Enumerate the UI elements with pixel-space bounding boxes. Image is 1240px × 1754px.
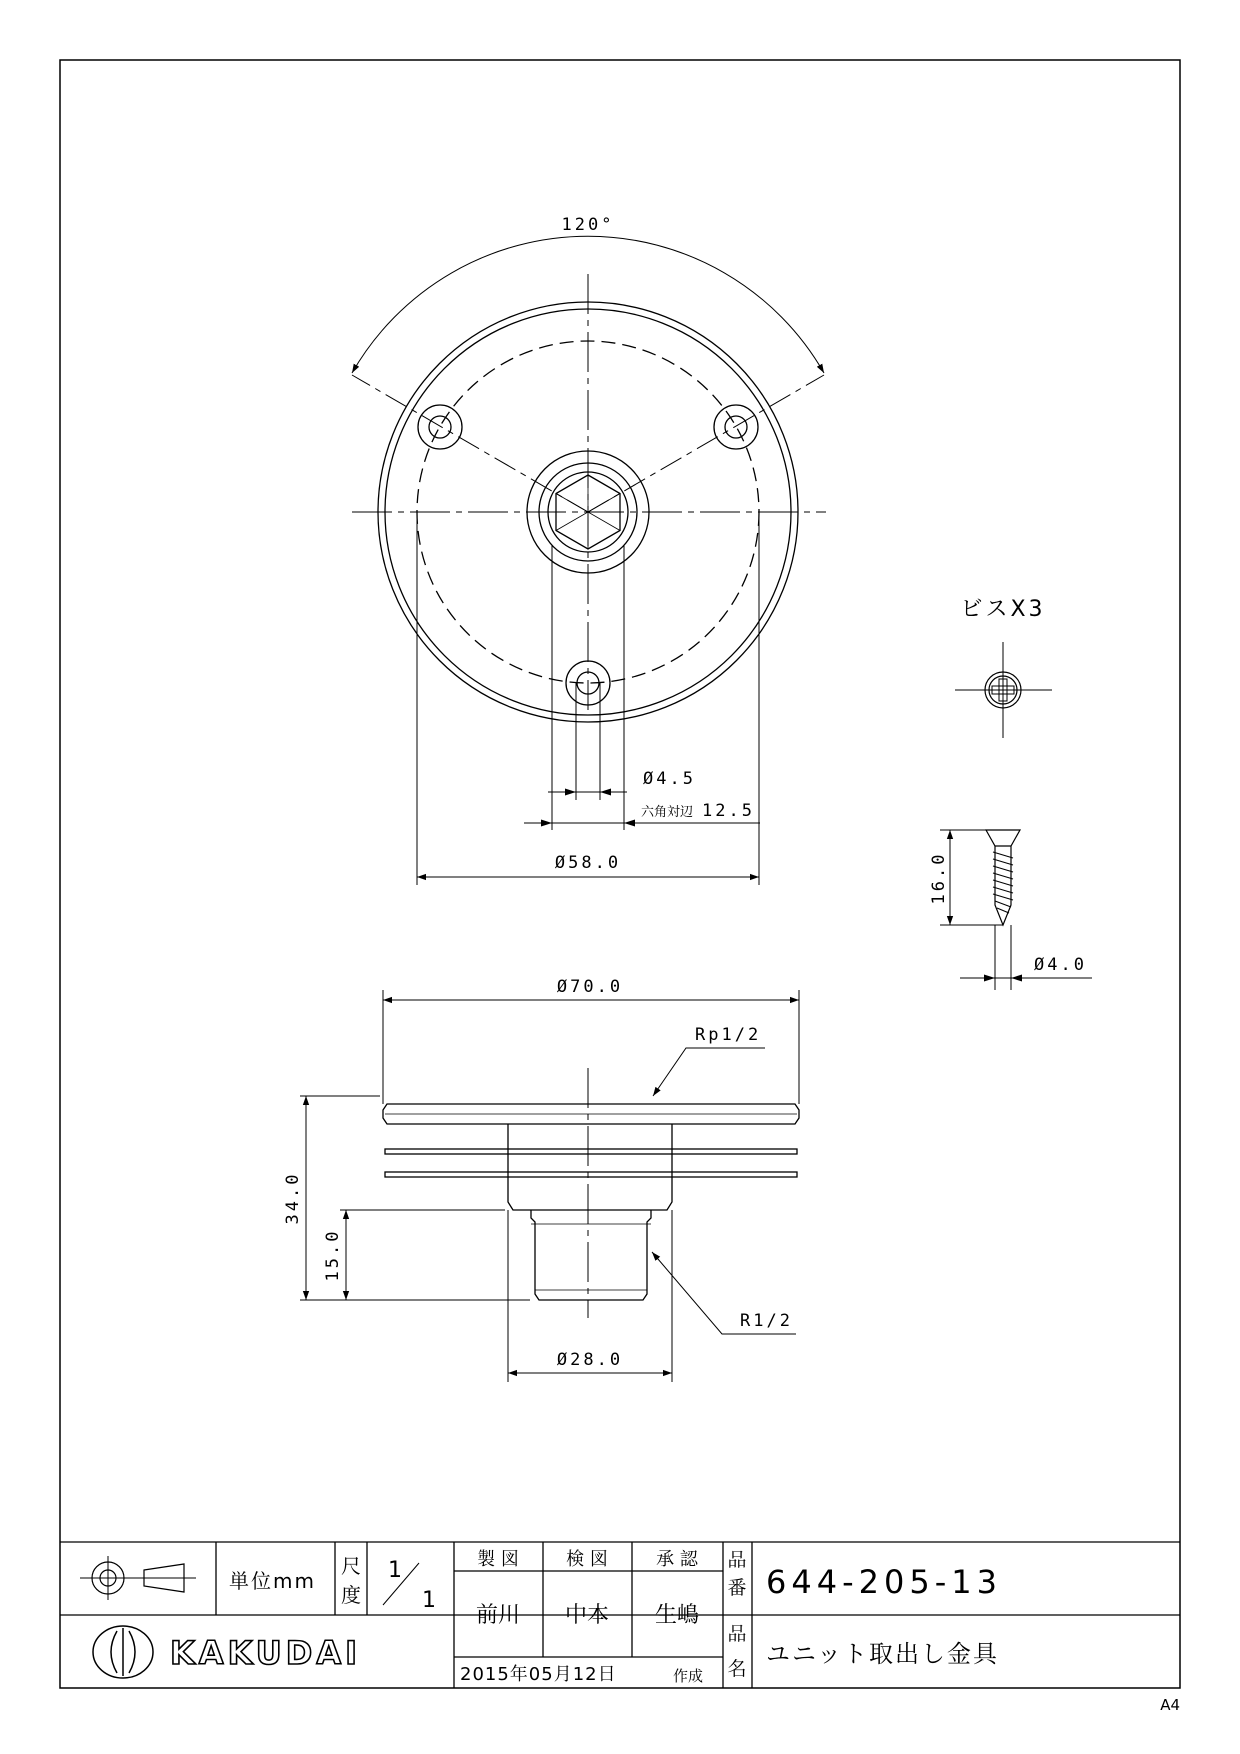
made-by-label: 製 図 xyxy=(477,1549,519,1570)
hex-value-label: 12.5 xyxy=(702,801,755,821)
part-no-label-2: 番 xyxy=(727,1577,747,1599)
ring-1 xyxy=(385,1149,797,1154)
center-line-right-hole xyxy=(588,375,824,512)
top-view xyxy=(352,236,826,885)
total-height-label: 34.0 xyxy=(283,1171,303,1225)
kakudai-logo-icon xyxy=(93,1626,153,1678)
hole-dia-label: Ø4.5 xyxy=(643,769,696,789)
thread-bottom-label: R1/2 xyxy=(740,1311,793,1331)
screw-hole-inner-right xyxy=(725,416,747,438)
paper-size-label: A4 xyxy=(1160,1696,1180,1714)
body-dia-label: Ø28.0 xyxy=(556,1350,624,1370)
made-by-name: 前川 xyxy=(475,1603,521,1628)
screw-drawing xyxy=(940,642,1092,990)
approved-label: 承 認 xyxy=(656,1549,698,1570)
screw-hole-outer-right xyxy=(714,405,758,449)
screw-hole-outer-left xyxy=(418,405,462,449)
checked-label: 検 図 xyxy=(566,1549,608,1570)
name-label-1: 品 xyxy=(727,1623,747,1645)
scale-denominator: 1 xyxy=(422,1588,436,1613)
part-no-label-1: 品 xyxy=(727,1549,747,1571)
thread-length-label: 15.0 xyxy=(323,1228,343,1282)
dim-arrows-top xyxy=(541,789,635,827)
outer-dia-label: Ø70.0 xyxy=(556,977,624,997)
unit-label: 単位mm xyxy=(229,1569,316,1593)
name-label-2: 名 xyxy=(727,1658,747,1680)
approved-by-name: 生嶋 xyxy=(654,1603,700,1628)
leader-rp xyxy=(653,1048,765,1096)
screw-dia-label: Ø4.0 xyxy=(1034,955,1087,975)
scale-numerator: 1 xyxy=(388,1558,402,1583)
scale-label-2: 度 xyxy=(341,1583,361,1607)
scale-label-1: 尺 xyxy=(341,1554,361,1578)
brand-logo-text: KAKUDAI xyxy=(170,1634,362,1672)
screw-length-label: 16.0 xyxy=(929,851,949,905)
hex-prefix-label: 六角対辺 xyxy=(641,805,694,820)
part-no-value: 644-205-13 xyxy=(766,1563,1002,1601)
date-label: 2015年05月12日 xyxy=(460,1664,617,1685)
date-suffix-label: 作成 xyxy=(673,1667,704,1685)
angle-label: 120° xyxy=(561,215,615,235)
screw-label: ビスX3 xyxy=(960,597,1046,622)
screw-head-side xyxy=(986,830,1020,846)
ring-2 xyxy=(385,1172,797,1177)
bolt-circle-label: Ø58.0 xyxy=(554,853,622,873)
thread-top-label: Rp1/2 xyxy=(695,1025,762,1045)
screw-threads xyxy=(993,852,1013,913)
projection-symbol-icon xyxy=(80,1556,196,1600)
screw-hole-inner-left xyxy=(429,416,451,438)
body xyxy=(508,1124,672,1210)
center-line-left-hole xyxy=(352,375,588,512)
product-name: ユニット取出し金具 xyxy=(766,1640,1000,1668)
checked-by-name: 中本 xyxy=(564,1603,610,1628)
thread-body xyxy=(531,1210,651,1300)
side-view xyxy=(300,990,799,1382)
